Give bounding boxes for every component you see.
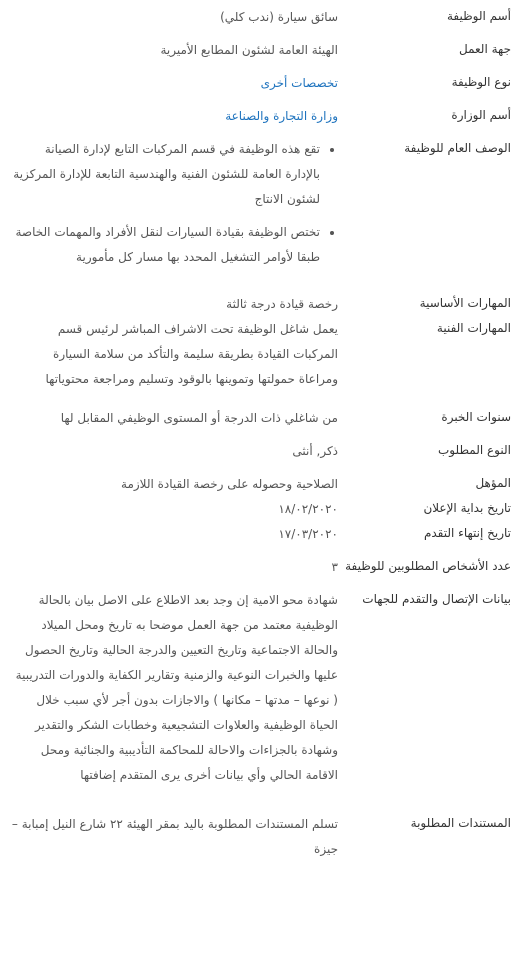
row-contact [0, 588, 523, 788]
row-job-title [0, 5, 523, 30]
row-gender [0, 439, 523, 464]
technical-skills-label: المهارات الفنية [436, 321, 511, 335]
qualification-label: المؤهل [475, 476, 511, 490]
row-experience [0, 406, 523, 431]
row-qualification [0, 472, 523, 497]
row-description [0, 137, 523, 278]
ministry-link[interactable]: وزارة التجارة والصناعة [225, 109, 338, 123]
row-documents [0, 812, 523, 862]
row-employer [0, 38, 523, 63]
end-date-value: ١٧/٠٣/٢٠٢٠ [278, 527, 338, 541]
basic-skills-label: المهارات الأساسية [419, 296, 511, 310]
row-basic-skills [0, 292, 523, 317]
documents-label: المستندات المطلوبة [410, 816, 511, 830]
description-label: الوصف العام للوظيفة [404, 141, 511, 155]
row-ministry [0, 104, 523, 129]
row-count [0, 555, 523, 580]
job-title-value: سائق سيارة (ندب كلي) [220, 10, 338, 24]
job-type-label: نوع الوظيفة [451, 75, 511, 89]
description-list [10, 137, 338, 270]
job-type-link[interactable]: تخصصات أخرى [260, 76, 338, 90]
documents-value: تسلم المستندات المطلوبة باليد بمقر الهيئة ٢٢ شارع النيل إمبابة – جيزة [11, 817, 338, 856]
count-label: عدد الأشخاص المطلوبين للوظيفة [345, 559, 511, 573]
row-technical-skills [0, 317, 523, 392]
start-date-value: ١٨/٠٢/٢٠٢٠ [278, 502, 338, 516]
experience-label: سنوات الخبرة [441, 410, 511, 424]
experience-value: من شاغلي ذات الدرجة أو المستوى الوظيفي المقابل لها [60, 411, 338, 425]
ministry-label: أسم الوزارة [451, 108, 511, 122]
row-job-type [0, 71, 523, 96]
employer-value: الهيئة العامة لشئون المطابع الأميرية [160, 43, 338, 57]
basic-skills-value: رخصة قيادة درجة ثالثة [226, 297, 338, 311]
description-value [0, 137, 338, 278]
technical-skills-value: يعمل شاغل الوظيفة تحت الاشراف المباشر لرئيس قسم المركبات القيادة بطريقة سليمة والتأكد من سلامة السيارة ومراعاة حمولتها وتموينها بالوقود وتسليم ومراجعة محتوياتها [45, 322, 338, 386]
description-item: • تختص الوظيفة بقيادة السيارات لنقل الأفراد والمهمات الخاصة طبقا لأوامر التشغيل المحدد بها مسار كل مأمورية [10, 220, 320, 270]
count-value: ٣ [331, 560, 338, 574]
end-date-label: تاريخ إنتهاء التقدم [423, 526, 511, 540]
start-date-label: تاريخ بداية الإعلان [423, 501, 511, 515]
gender-value: ذكر, أنثى [292, 444, 338, 458]
employer-label: جهة العمل [458, 42, 511, 56]
qualification-value: الصلاحية وحصوله على رخصة القيادة اللازمة [121, 477, 338, 491]
description-item: • تقع هذه الوظيفة في قسم المركبات التابع لإدارة الصيانة بالإدارة العامة للشئون الفنية والهندسية التابعة للإدارة المركزية لشئون الانتاج [10, 137, 320, 212]
job-title-label: أسم الوظيفة [446, 9, 511, 23]
contact-value: شهادة محو الامية إن وجد بعد الاطلاع على الاصل بيان بالحالة الوظيفية معتمد من جهة العمل موضحا به تاريخ ومحل الميلاد والحالة الاجتماعية وتاريخ التعيين والدرجة الحالية وتاريخ الحصول عليها والخبرات النوعية والزمنية وتقارير الكفاية والدورات التدريبية ( نوعها – مدتها – مكانها ) والاجازات بدون أجر لأي سبب خلال الحياة الوظيفية والعلاوات التشجيعية وخطابات الشكر والتقدير وشهادة بالجزاءات والاحالة للمحاكمة التأديبية والجنائية ومحل الاقامة الحالي وأي بيانات أخرى يرى المتقدم إضافتها [15, 593, 338, 782]
row-end-date [0, 522, 523, 547]
row-start-date [0, 497, 523, 522]
gender-label: النوع المطلوب [437, 443, 511, 457]
contact-label: بيانات الإتصال والتقدم للجهات [362, 592, 511, 606]
